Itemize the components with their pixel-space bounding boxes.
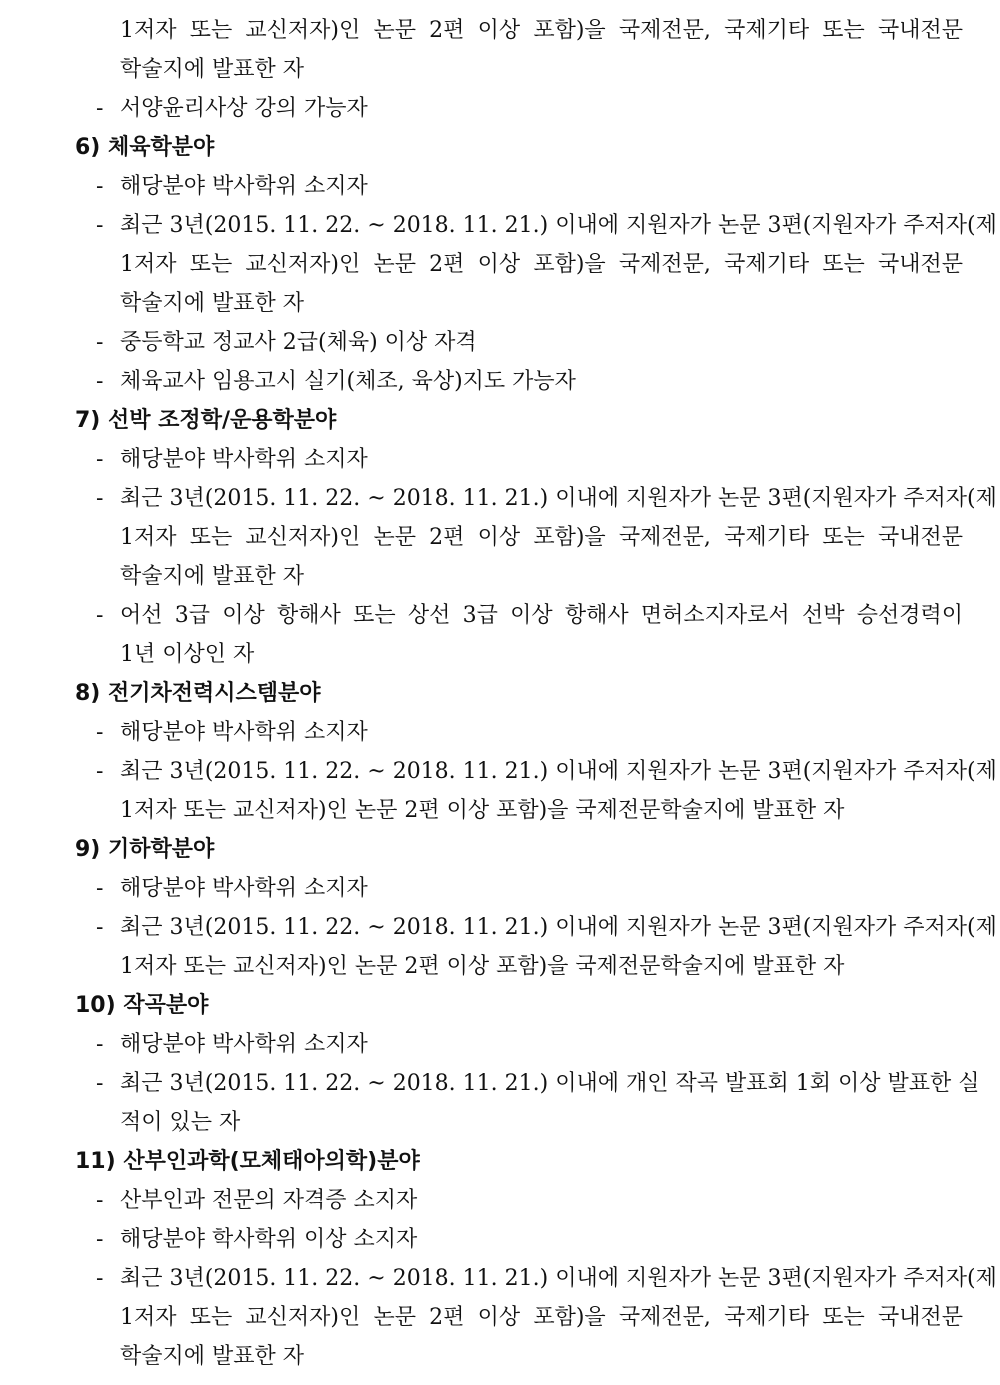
list-item [96, 1259, 997, 1298]
list-item-text: 서양윤리사상 강의 가능자 [120, 96, 368, 121]
list-item [96, 89, 963, 128]
list-item-text: 최근 3년(2015. 11. 22. ~ 2018. 11. 21.) 이내에 지원자가 논문 3편(지원자가 주저자(제 [120, 915, 997, 940]
continuation-line: 1년 이상인 자 [120, 642, 255, 667]
bullet-dash: - [96, 603, 104, 628]
list-item-text: 해당분야 박사학위 소지자 [120, 447, 368, 472]
list-item-text: 어선 3급 이상 항해사 또는 상선 3급 이상 항해사 면허소지자로서 선박 승선경력이 [120, 603, 963, 628]
list-item [96, 206, 997, 245]
list-item-text: 산부인과 전문의 자격증 소지자 [120, 1188, 418, 1213]
section-heading: 10) 작곡분야 [75, 993, 209, 1018]
bullet-dash: - [96, 720, 104, 745]
list-item [96, 869, 963, 908]
bullet-dash: - [96, 1032, 104, 1057]
list-item-text: 최근 3년(2015. 11. 22. ~ 2018. 11. 21.) 이내에 지원자가 논문 3편(지원자가 주저자(제 [120, 759, 997, 784]
bullet-dash: - [96, 96, 104, 121]
continuation-line: 학술지에 발표한 자 [120, 564, 305, 589]
continuation-line: 1저자 또는 교신저자)인 논문 2편 이상 포함)을 국제전문학술지에 발표한 자 [120, 798, 845, 823]
list-item-text: 중등학교 정교사 2급(체육) 이상 자격 [120, 330, 477, 355]
continuation-line: 1저자 또는 교신저자)인 논문 2편 이상 포함)을 국제전문, 국제기타 또는 국내전문 [120, 252, 963, 277]
continuation-line: 학술지에 발표한 자 [120, 57, 305, 82]
continuation-line: 학술지에 발표한 자 [120, 291, 305, 316]
section-heading: 7) 선박 조정학/운용학분야 [75, 408, 337, 433]
section-heading: 6) 체육학분야 [75, 135, 215, 160]
bullet-dash: - [96, 915, 104, 940]
continuation-line: 1저자 또는 교신저자)인 논문 2편 이상 포함)을 국제전문, 국제기타 또는 국내전문 [120, 18, 963, 43]
continuation-line: 1저자 또는 교신저자)인 논문 2편 이상 포함)을 국제전문학술지에 발표한 자 [120, 954, 845, 979]
list-item [96, 362, 963, 401]
list-item-text: 해당분야 박사학위 소지자 [120, 720, 368, 745]
bullet-dash: - [96, 1188, 104, 1213]
continuation-line: 1저자 또는 교신저자)인 논문 2편 이상 포함)을 국제전문, 국제기타 또는 국내전문 [120, 525, 963, 550]
list-item [96, 908, 997, 947]
list-item-text: 해당분야 박사학위 소지자 [120, 876, 368, 901]
continuation-line: 1저자 또는 교신저자)인 논문 2편 이상 포함)을 국제전문, 국제기타 또는 국내전문 [120, 1305, 963, 1330]
list-item-text: 최근 3년(2015. 11. 22. ~ 2018. 11. 21.) 이내에 개인 작곡 발표회 1회 이상 발표한 실 [120, 1071, 980, 1096]
list-item-text: 최근 3년(2015. 11. 22. ~ 2018. 11. 21.) 이내에 지원자가 논문 3편(지원자가 주저자(제 [120, 213, 997, 238]
list-item-text: 최근 3년(2015. 11. 22. ~ 2018. 11. 21.) 이내에 지원자가 논문 3편(지원자가 주저자(제 [120, 486, 997, 511]
bullet-dash: - [96, 1227, 104, 1252]
list-item [96, 1181, 963, 1220]
bullet-dash: - [96, 759, 104, 784]
list-item [96, 1064, 980, 1103]
continuation-line: 적이 있는 자 [120, 1110, 241, 1135]
list-item [96, 752, 997, 791]
list-item [96, 713, 963, 752]
bullet-dash: - [96, 447, 104, 472]
bullet-dash: - [96, 369, 104, 394]
list-item [96, 479, 997, 518]
list-item [96, 596, 963, 635]
list-item [96, 167, 963, 206]
bullet-dash: - [96, 486, 104, 511]
list-item [96, 1025, 963, 1064]
list-item-text: 해당분야 학사학위 이상 소지자 [120, 1227, 418, 1252]
list-item-text: 최근 3년(2015. 11. 22. ~ 2018. 11. 21.) 이내에 지원자가 논문 3편(지원자가 주저자(제 [120, 1266, 997, 1291]
bullet-dash: - [96, 1266, 104, 1291]
continuation-line: 학술지에 발표한 자 [120, 1344, 305, 1369]
list-item [96, 1220, 963, 1259]
section-heading: 9) 기하학분야 [75, 837, 215, 862]
bullet-dash: - [96, 876, 104, 901]
list-item-text: 해당분야 박사학위 소지자 [120, 1032, 368, 1057]
bullet-dash: - [96, 213, 104, 238]
bullet-dash: - [96, 174, 104, 199]
list-item-text: 해당분야 박사학위 소지자 [120, 174, 368, 199]
section-heading: 8) 전기차전력시스템분야 [75, 681, 321, 706]
list-item-text: 체육교사 임용고시 실기(체조, 육상)지도 가능자 [120, 369, 576, 394]
bullet-dash: - [96, 1071, 104, 1096]
list-item [96, 323, 963, 362]
bullet-dash: - [96, 330, 104, 355]
section-heading: 11) 산부인과학(모체태아의학)분야 [75, 1149, 420, 1174]
list-item [96, 440, 963, 479]
